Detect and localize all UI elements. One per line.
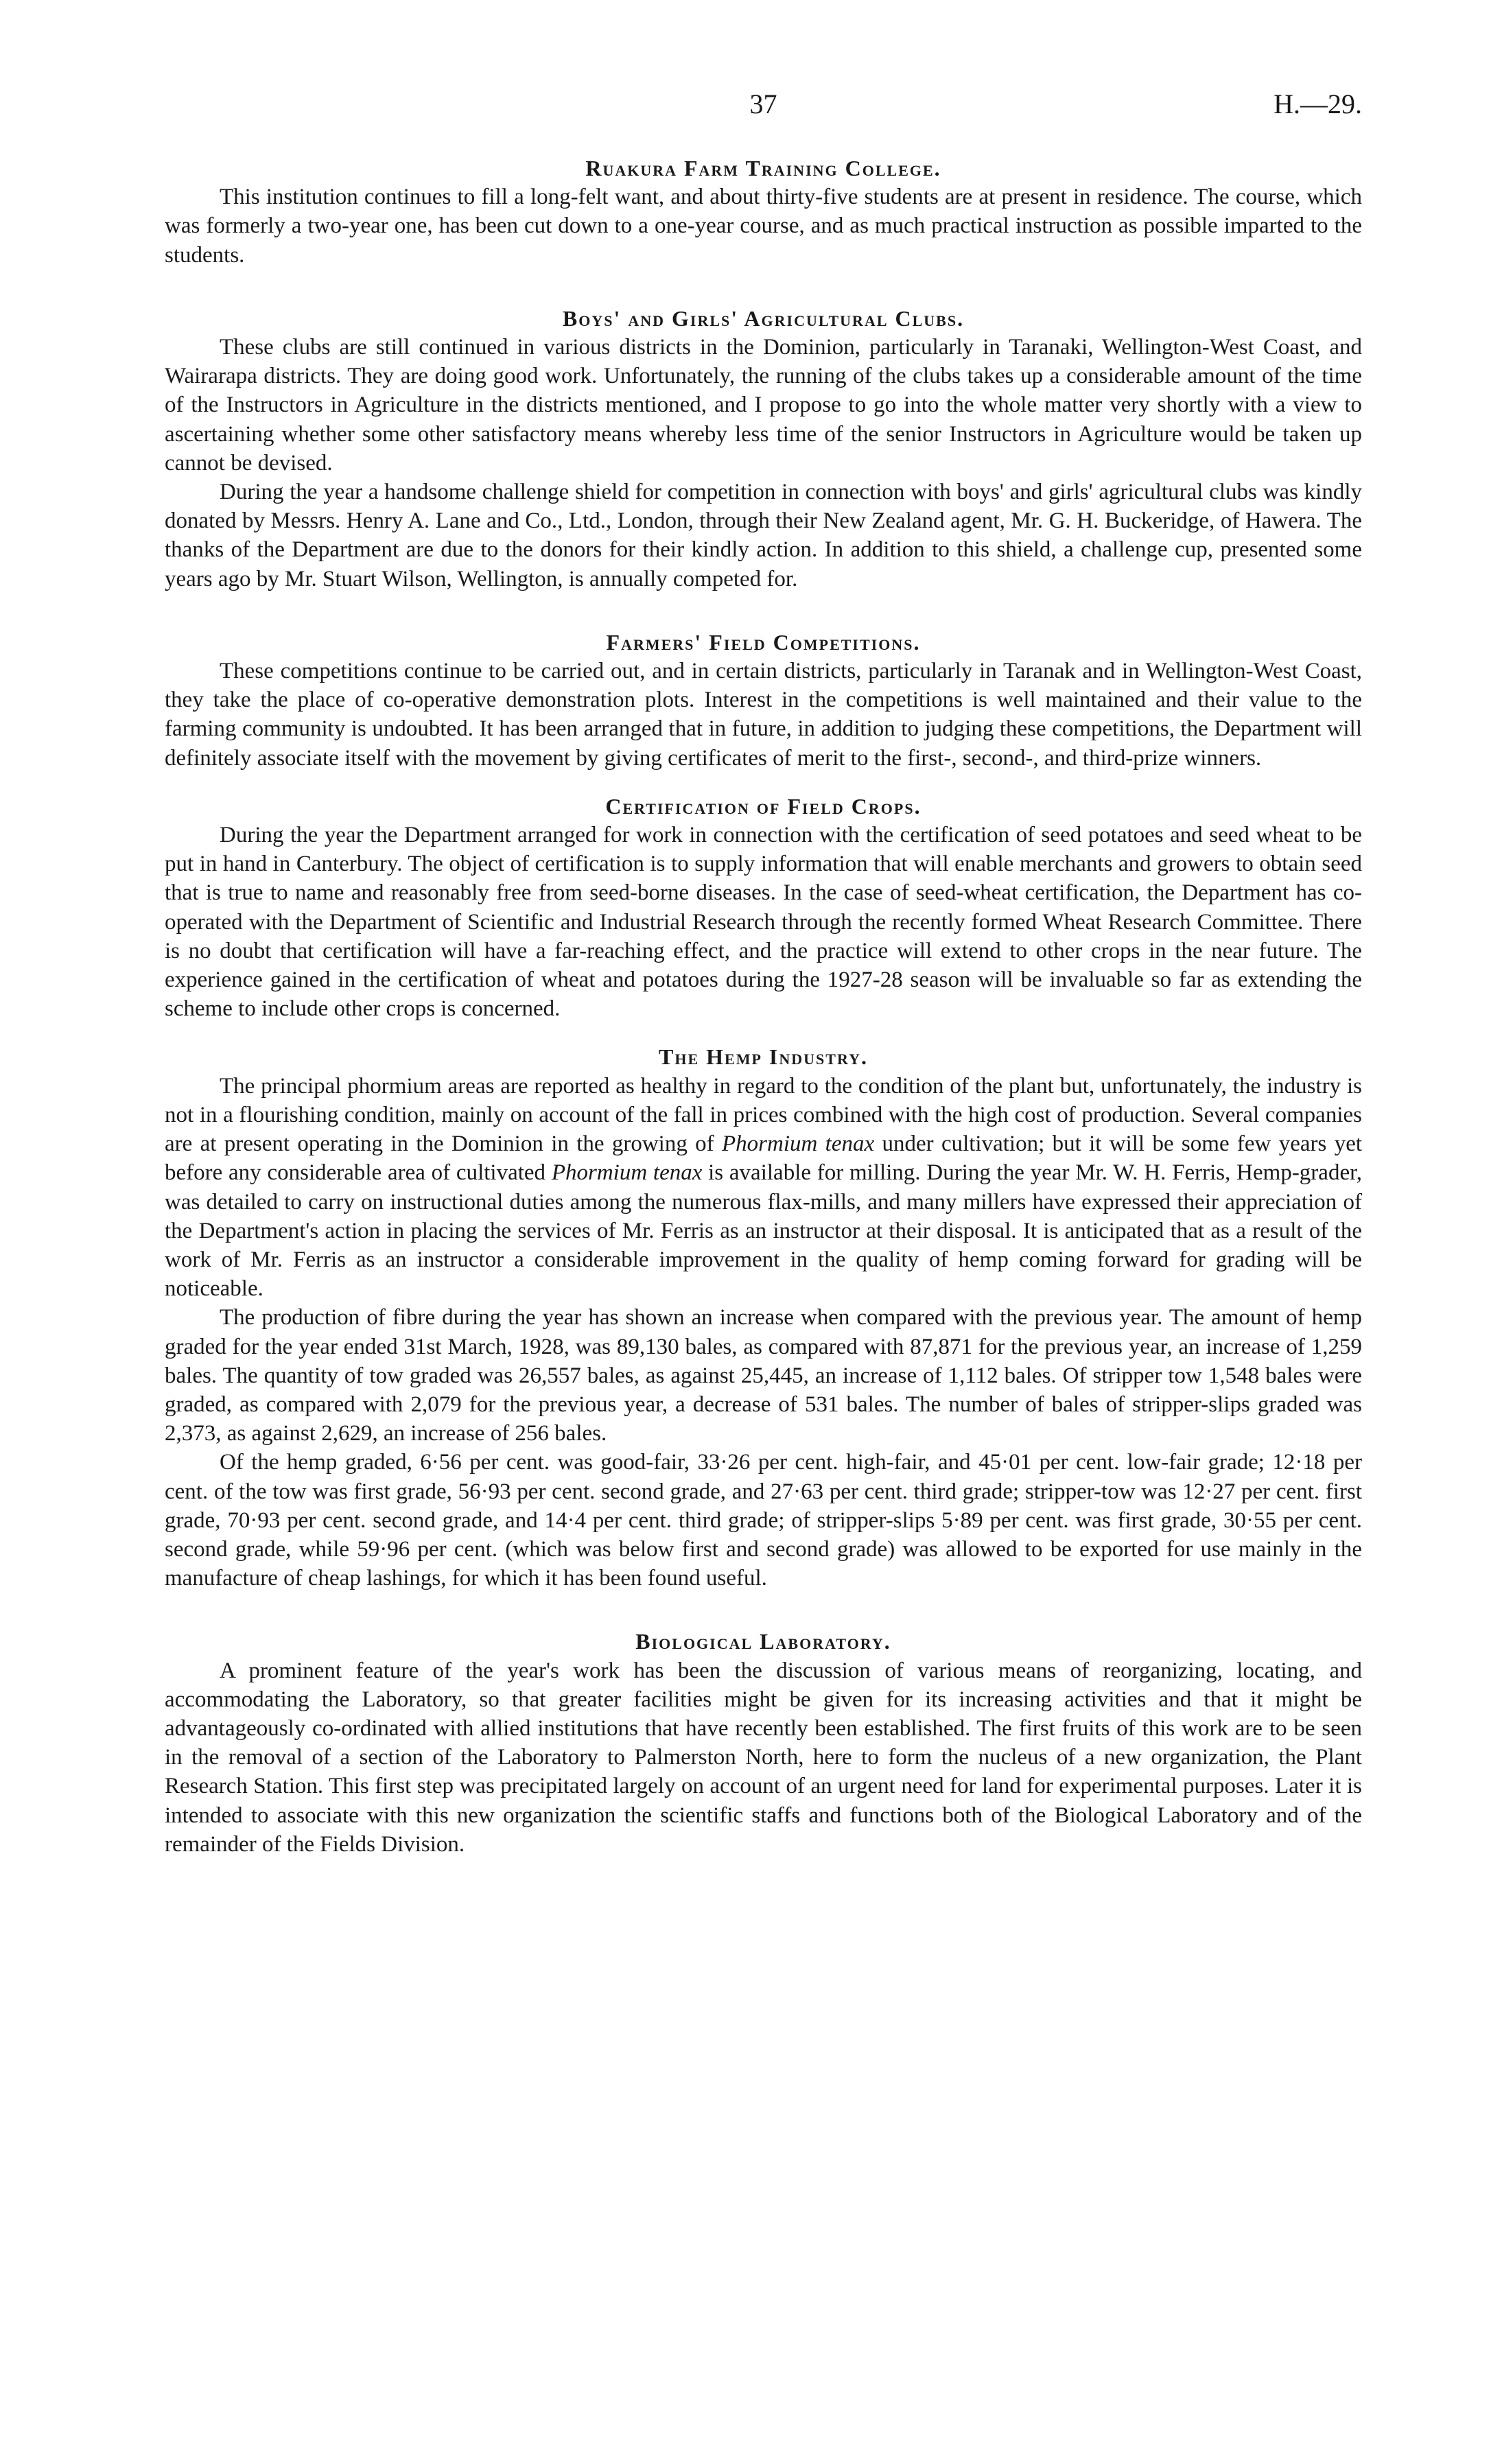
section-biological-laboratory [165, 1627, 1362, 1859]
page-header [165, 88, 1362, 129]
section-heading: Boys' and Girls' Agricultural Clubs. [562, 305, 965, 331]
text-run: The principal phormium areas are reported as healthy in regard to the condition of the plant but, unfortunately, the industry is not in a flourishing condition, mainly on account of the fall in prices combined with the high cost of production. Several companies are at present operating in the Dominion in the growing of [165, 1073, 1362, 1157]
paragraph: These clubs are still continued in various districts in the Dominion, particularly in Taranaki, Wellington-West Coast, and Wairarapa districts. They are doing good work. Unfortunately, the running of the clubs takes up a considerable amount of the time of the Instructors in Agriculture in the districts mentioned, and I propose to go into the whole matter very shortly with a view to ascertaining whether some other satisfactory means whereby less time of the senior Instructors in Agriculture would be taken up cannot be devised. [165, 335, 1362, 476]
section-hemp-industry [165, 1042, 1362, 1593]
page-number: 37 [749, 89, 777, 119]
paragraph: These competitions continue to be carried out, and in certain districts, particularly in Taranak and in Wellington-West Coast, they take the place of co-operative demonstration plots. Interest in the competitions is well maintained and their value to the farming community is undoubted. It has been arranged that in future, in addition to judging these competitions, the Department will definitely associate itself with the movement by giving certificates of merit to the first-, second-, and third-prize winners. [165, 659, 1362, 771]
section-heading: Farmers' Field Competitions. [606, 629, 921, 655]
paragraph: The production of fibre during the year has shown an increase when compared with the previous year. The amount of hemp graded for the year ended 31st March, 1928, was 89,130 bales, as compared with 87,871 for the previous year, an increase of 1,259 bales. The quantity of tow graded was 26,557 bales, as against 25,445, an increase of 1,112 bales. Of stripper tow 1,548 bales were graded, as compared with 2,079 for the previous year, a decrease of 531 bales. The number of bales of stripper-slips graded was 2,373, as against 2,629, an increase of 256 bales. [165, 1305, 1362, 1446]
section-field-competitions [165, 628, 1362, 773]
document-reference: H.—29. [1273, 89, 1362, 119]
paragraph: A prominent feature of the year's work has been the discussion of various means of reorganizing, locating, and accommodating the Laboratory, so that greater facilities might be given for its increasing activities and that it might be advantageously co-ordinated with allied institutions that have recently been established. The first fruits of this work are to be seen in the removal of a section of the Laboratory to Palmerston North, here to form the nucleus of a new organization, the Plant Research Station. This first step was precipitated largely on account of an urgent need for land for experimental purposes. Later it is intended to associate with this new organization the scientific staffs and functions both of the Biological Laboratory and of the remainder of the Fields Division. [165, 1658, 1362, 1857]
section-heading: Biological Laboratory. [635, 1629, 891, 1654]
paragraph: This institution continues to fill a long-felt want, and about thirty-five students are at present in residence. The course, which was formerly a two-year one, has been cut down to a one-year course, and as much practical instruction as possible imparted to the students. [165, 185, 1362, 268]
species-name: Phormium tenax [551, 1160, 703, 1186]
species-name: Phormium tenax [722, 1131, 875, 1157]
page-body [165, 154, 1362, 1859]
paragraph: During the year a handsome challenge shield for competition in connection with boys' and girls' agricultural clubs was kindly donated by Messrs. Henry A. Lane and Co., Ltd., London, through their New Zealand agent, Mr. G. H. Buckeridge, of Hawera. The thanks of the Department are due to the donors for their kindly action. In addition to this shield, a challenge cup, presented some years ago by Mr. Stuart Wilson, Wellington, is annually competed for. [165, 480, 1362, 591]
section-certification [165, 792, 1362, 1024]
section-ruakura [165, 154, 1362, 270]
text-run: under cultivation; but it will be some few years yet before any considerable area of cultivated [165, 1131, 1363, 1186]
paragraph: During the year the Department arranged for work in connection with the certification of seed potatoes and seed wheat to be put in hand in Canterbury. The object of certification is to supply information that will enable merchants and growers to obtain seed that is true to name and reasonably free from seed-borne diseases. In the case of seed-wheat certification, the Department has co-operated with the Department of Scientific and Industrial Research through the recently formed Wheat Research Committee. There is no doubt that certification will have a far-reaching effect, and the practice will extend to other crops in the near future. The experience gained in the certification of wheat and potatoes during the 1927-28 season will be invaluable so far as extending the scheme to include other crops is concerned. [165, 823, 1362, 1022]
paragraph [165, 1072, 1362, 1304]
text-run: is available for milling. During the year Mr. W. H. Ferris, Hemp-grader, was detailed to carry on instructional duties among the numerous flax-mills, and many millers have expressed their appreciation of the Department's action in placing the services of Mr. Ferris as an instructor at their disposal. It is anticipated that as a result of the work of Mr. Ferris as an instructor a considerable improvement in the quality of hemp coming forward for grading will be noticeable. [165, 1160, 1363, 1302]
section-heading: Ruakura Farm Training College. [585, 156, 941, 180]
section-heading: The Hemp Industry. [659, 1044, 868, 1070]
section-agricultural-clubs [165, 304, 1362, 594]
paragraph: Of the hemp graded, 6·56 per cent. was good-fair, 33·26 per cent. high-fair, and 45·01 per cent. low-fair grade; 12·18 per cent. of the tow was first grade, 56·93 per cent. second grade, and 27·63 per cent. third grade; stripper-tow was 12·27 per cent. first grade, 70·93 per cent. second grade, and 14·4 per cent. third grade; of stripper-slips 5·89 per cent. was first grade, 30·55 per cent. second grade, while 59·96 per cent. (which was below first and second grade) was allowed to be exported for use mainly in the manufacture of cheap lashings, for which it has been found useful. [165, 1450, 1362, 1591]
section-heading: Certification of Field Crops. [605, 793, 921, 819]
